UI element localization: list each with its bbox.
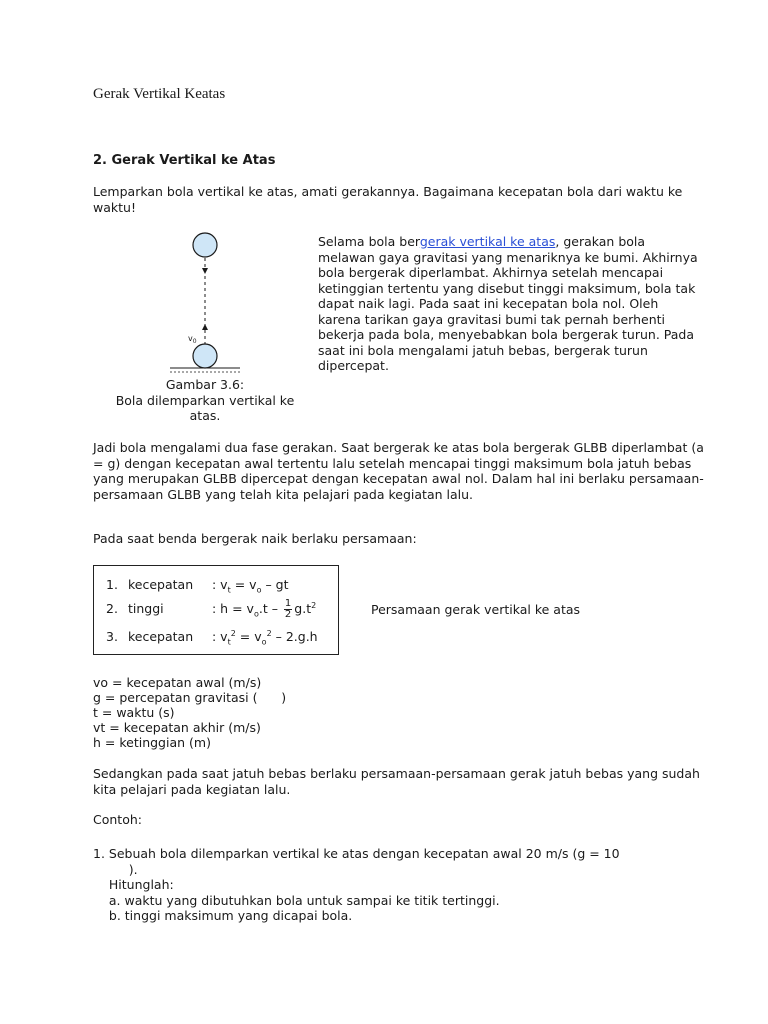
caption-line-2: Bola dilemparkan vertikal ke atas. [115,392,295,423]
equation-note: Persamaan gerak vertikal ke atas [371,602,581,617]
equation-row-1 [106,577,289,595]
free-fall-paragraph: Sedangkan pada saat jatuh bebas berlaku persamaan-persamaan gerak jatuh bebas yang sudah kita pelajari pada kegiatan lalu. [93,766,700,797]
example-line: Hitunglah: [93,877,174,892]
gerak-vertikal-link[interactable]: gerak vertikal ke atas [419,234,556,249]
equation-box [93,565,339,655]
equation-row-3 [106,629,318,647]
fraction-half: $\frac{1}{2}$ [284,598,292,620]
eq-label: tinggi [128,601,164,616]
definition-line: h = ketinggian (m) [93,735,211,750]
eq-number: 1. [106,577,118,592]
equation-intro: Pada saat benda bergerak naik berlaku persamaan: [93,531,417,546]
side-text-after: , gerakan bola melawan gaya gravitasi yang menariknya ke bumi. Akhirnya bola bergerak diperlambat. Akhirnya setelah mencapai ketinggian tertentu yang disebut tinggi maksimum, bola tak dapat naik lagi. Pada saat ini kecepatan bola nol. Oleh karena tarikan gaya gravitasi bumi tak pernah berhenti bekerja pada bola, menyebabkan bola bergerak turun. Pada saat ini bola mengalami jatuh bebas, bergerak turun dipercepat. [318,234,698,373]
eq-1-formula: : $v_t = v_o$ – gt [212,577,289,595]
example-line: ). [93,861,138,877]
eq-label: kecepatan [128,629,194,645]
velocity-label: v [188,334,193,343]
equation-row-2 [106,599,316,620]
ball-figure [150,226,270,376]
definition-line: vo = kecepatan awal (m/s) [93,675,262,690]
example-line: 1. Sebuah bola dilemparkan vertikal ke atas dengan kecepatan awal 20 m/s (g = 10 [93,846,620,861]
velocity-subscript: 0 [192,338,197,345]
up-arrow-head [202,324,208,330]
side-text-before: Selama bola ber [318,234,420,249]
definition-line: t = waktu (s) [93,705,175,720]
caption-line-1: Gambar 3.6: [165,377,245,392]
document-title: Gerak Vertikal Keatas [93,86,226,102]
section-heading: 2. Gerak Vertikal ke Atas [93,153,276,168]
example-line: b. tinggi maksimum yang dicapai bola. [93,908,353,923]
bottom-ball [193,344,217,368]
definition-line: g = percepatan gravitasi ( ) [93,690,287,705]
example-label: Contoh: [93,812,142,827]
eq-number: 2. [106,601,118,616]
down-arrow-head [202,268,208,274]
definition-line: vt = kecepatan akhir (m/s) [93,720,261,735]
eq-2-formula: : $h = v_o.t$ – $\frac{1}{2}$ $g.t^2$ [212,598,317,620]
eq-3-formula: : $v_t^2 = v_o^2 - 2.g.h$ [212,629,318,647]
two-phase-paragraph: Jadi bola mengalami dua fase gerakan. Saat bergerak ke atas bola bergerak GLBB diperlambat (a = g) dengan kecepatan awal tertentu lalu setelah mencapai tinggi maksimum bola jatuh bebas yang merupakan GLBB dipercepat dengan kecepatan awal nol. Dalam hal ini berlaku persamaan-persamaan GLBB yang telah kita pelajari pada kegiatan lalu. [93,440,704,502]
intro-paragraph: Lemparkan bola vertikal ke atas, amati gerakannya. Bagaimana kecepatan bola dari waktu ke waktu! [93,184,683,215]
eq-label: kecepatan [128,577,194,592]
top-ball [193,233,217,257]
eq-number: 3. [106,629,118,645]
figure-caption [105,377,305,424]
variable-definitions [93,675,286,750]
example-line: a. waktu yang dibutuhkan bola untuk sampai ke titik tertinggi. [93,892,500,908]
example-problem [93,846,733,924]
side-paragraph [318,234,698,374]
svg-text:v0 [188,334,197,345]
